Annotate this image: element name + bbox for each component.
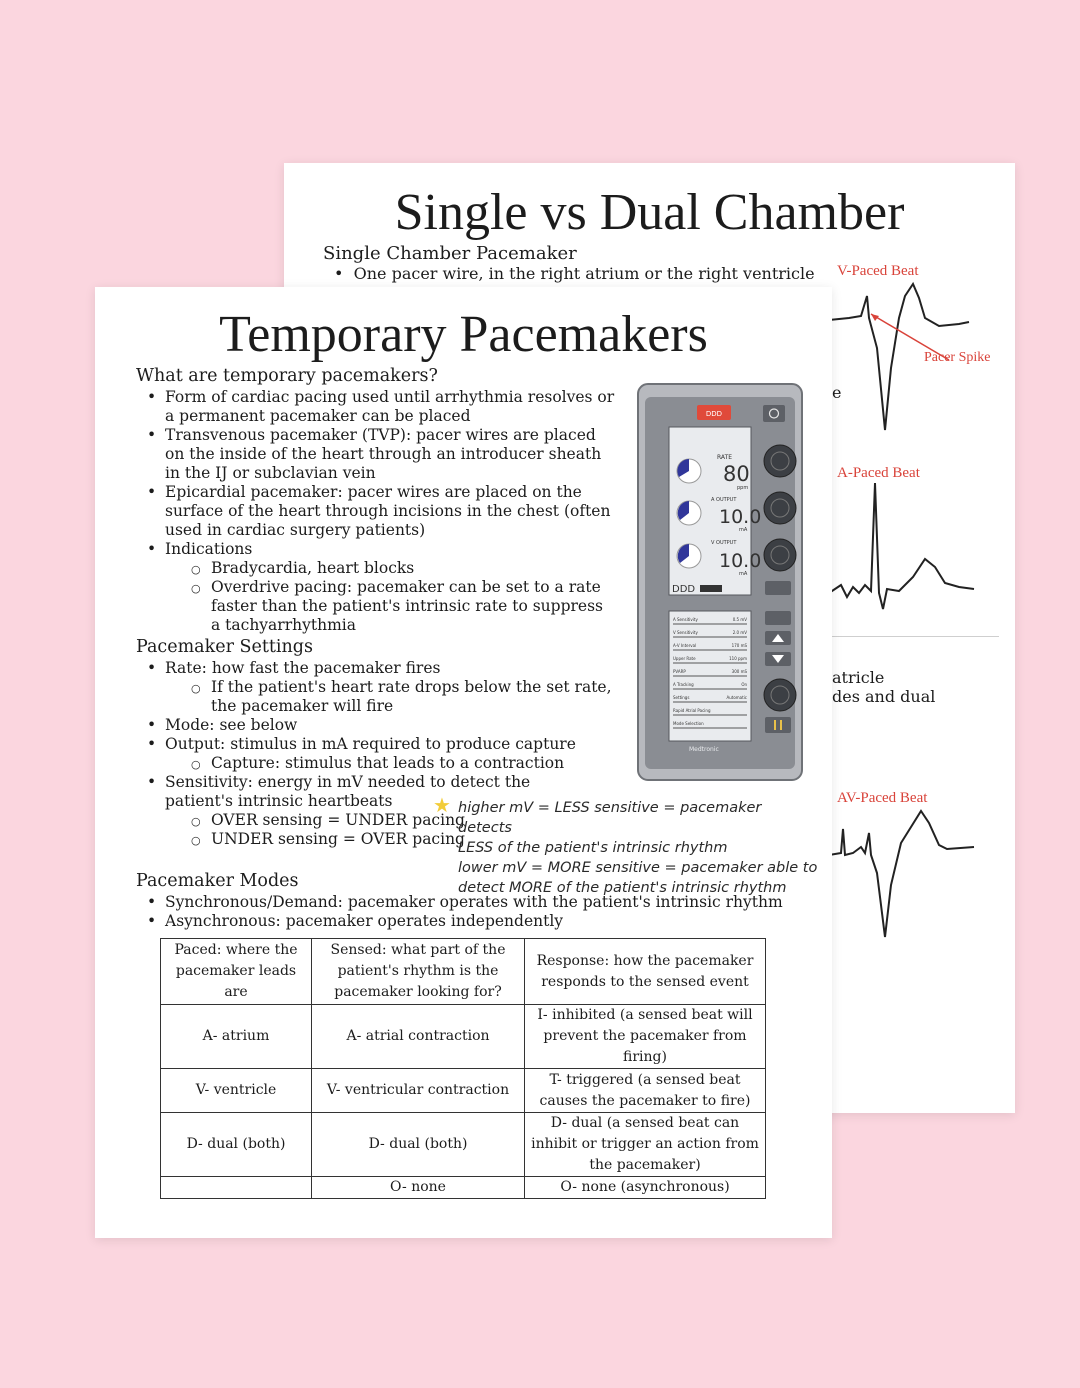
back-fragment-atricle: atricle: [832, 668, 885, 687]
pause-button: [765, 717, 791, 733]
back-divider: [829, 636, 999, 637]
note-line: higher mV = LESS sensitive = pacemaker detects: [458, 800, 762, 836]
a-paced-ecg-strip: [829, 481, 1009, 661]
front-title: Temporary Pacemakers: [219, 306, 708, 363]
rate-knob: [764, 445, 796, 477]
alert-text: DDD: [705, 410, 723, 418]
table-row: [161, 1069, 766, 1113]
menu-row-value: 0.5 mV: [732, 617, 747, 622]
back-fragment-e: e: [832, 383, 842, 402]
what-bullet-list: [147, 388, 617, 635]
list-item: • Transvenous pacemaker (TVP): pacer wires are placed on the inside of the heart through an introducer sheath in the IJ or subclavian vein: [147, 426, 617, 483]
menu-row-label: PVARP: [673, 669, 686, 674]
rate-unit: ppm: [737, 485, 749, 491]
v-output-knob: [764, 539, 796, 571]
enter-button: [765, 611, 791, 625]
back-fragment-des: des and dual: [832, 687, 936, 706]
list-item: [147, 735, 617, 773]
table-cell: [161, 1177, 312, 1199]
table-cell: O- none (asynchronous): [525, 1177, 766, 1199]
list-item: [147, 540, 617, 635]
ecg-label-av: AV-Paced Beat: [837, 790, 928, 806]
front-sheet: [95, 287, 832, 1238]
menu-row-label: Upper Rate: [673, 656, 696, 661]
sensitivity-note: [458, 798, 818, 898]
table-cell: A- atrium: [161, 1005, 312, 1069]
a-output-label: A OUTPUT: [711, 497, 737, 503]
list-item: ○ If the patient's heart rate drops below the set rate, the pacemaker will fire: [165, 678, 617, 716]
list-item: • Mode: see below: [147, 716, 617, 735]
note-line: detect MORE of the patient's intrinsic rhythm: [458, 880, 787, 896]
table-cell: T- triggered (a sensed beat causes the pacemaker to fire): [525, 1069, 766, 1113]
list-item: • Form of cardiac pacing used until arrhythmia resolves or a permanent pacemaker can be placed: [147, 388, 617, 426]
menu-row-value: 2.0 mV: [732, 630, 747, 635]
sensitivity-text: Sensitivity: energy in mV needed to detect the patient's intrinsic heartbeats: [165, 773, 531, 810]
indications-label: Indications: [165, 540, 253, 558]
a-output-knob: [764, 492, 796, 524]
ecg-label-a: A-Paced Beat: [837, 465, 920, 481]
menu-row-label: A-V Interval: [673, 643, 697, 648]
table-cell: O- none: [312, 1177, 525, 1199]
table-header-cell: Sensed: what part of the patient's rhythm is the pacemaker looking for?: [312, 939, 525, 1005]
list-item: ○ UNDER sensing = OVER pacing: [165, 830, 565, 849]
rate-text: Rate: how fast the pacemaker fires: [165, 659, 441, 677]
menu-row-label: A Sensitivity: [673, 617, 698, 622]
rate-value: 80: [723, 462, 750, 486]
ecg-label-v: V-Paced Beat: [837, 263, 919, 279]
section-heading-modes: Pacemaker Modes: [136, 871, 299, 891]
a-output-unit: mA: [739, 527, 748, 533]
menu-row-label: Settings: [673, 695, 690, 700]
list-item: • Synchronous/Demand: pacemaker operates with the patient's intrinsic rhythm: [147, 893, 787, 912]
menu-knob: [764, 679, 796, 711]
note-line: lower mV = MORE sensitive = pacemaker able to: [458, 860, 818, 876]
table-row: [161, 1005, 766, 1069]
table-cell: D- dual (both): [161, 1113, 312, 1177]
menu-row-value: 110 ppm: [729, 656, 747, 661]
output-text: Output: stimulus in mA required to produce capture: [165, 735, 576, 753]
v-output-label: V OUTPUT: [711, 540, 737, 546]
menu-row-label: Mode Selection: [673, 721, 704, 726]
table-row: [161, 1113, 766, 1177]
menu-row-value: On: [741, 682, 747, 687]
menu-row-label: A Tracking: [673, 682, 694, 687]
table-cell: D- dual (both): [312, 1113, 525, 1177]
v-output-unit: mA: [739, 571, 748, 577]
table-cell: A- atrial contraction: [312, 1005, 525, 1069]
menu-row-value: Automatic: [726, 695, 747, 700]
table-row: [161, 1177, 766, 1199]
pacemaker-device-illustration: [637, 383, 803, 781]
modes-bullet-list: [147, 893, 787, 931]
table-header-cell: Paced: where the pacemaker leads are: [161, 939, 312, 1005]
back-bullet-text: One pacer wire, in the right atrium or the right ventricle: [353, 264, 815, 283]
note-line: LESS of the patient's intrinsic rhythm: [458, 840, 728, 856]
back-title: Single vs Dual Chamber: [394, 184, 905, 241]
list-item: [147, 659, 617, 716]
a-output-value: 10.0: [719, 506, 762, 528]
rate-label: RATE: [717, 454, 733, 461]
pacemaker-modes-table: [160, 938, 766, 1199]
table-cell: I- inhibited (a sensed beat will prevent the pacemaker from firing): [525, 1005, 766, 1069]
list-item: ○ Overdrive pacing: pacemaker can be set to a rate faster than the patient's intrinsic rate to suppress a tachyarrhythmia: [165, 578, 617, 635]
table-header-cell: Response: how the pacemaker responds to the sensed event: [525, 939, 766, 1005]
menu-row-label: V Sensitivity: [673, 630, 698, 635]
v-paced-ecg-strip: [829, 278, 1009, 458]
table-header-row: [161, 939, 766, 1005]
list-item: ○ Bradycardia, heart blocks: [165, 559, 617, 578]
v-output-value: 10.0: [719, 550, 762, 572]
back-bullet: • One pacer wire, in the right atrium or the right ventricle: [334, 264, 815, 283]
back-subtitle: Single Chamber Pacemaker: [323, 243, 577, 264]
table-cell: D- dual (a sensed beat can inhibit or trigger an action from the pacemaker): [525, 1113, 766, 1177]
list-item: ○ Capture: stimulus that leads to a contraction: [165, 754, 617, 773]
section-heading-what: What are temporary pacemakers?: [136, 366, 438, 386]
list-item: ○ OVER sensing = UNDER pacing: [165, 811, 565, 830]
section-heading-settings: Pacemaker Settings: [136, 637, 313, 657]
star-icon: ★: [433, 793, 451, 817]
menu-row-value: 170 mS: [731, 643, 747, 648]
list-item: • Asynchronous: pacemaker operates independently: [147, 912, 787, 931]
av-paced-ecg-strip: [829, 803, 1009, 983]
mode-display: DDD: [672, 584, 696, 595]
table-cell: V- ventricular contraction: [312, 1069, 525, 1113]
list-item: • Epicardial pacemaker: pacer wires are placed on the surface of the heart through incisions in the chest (often used in cardiac surgery patients): [147, 483, 617, 540]
key-button: [765, 581, 791, 595]
device-brand: Medtronic: [689, 746, 719, 753]
menu-row-label: Rapid Atrial Pacing: [673, 708, 711, 713]
pacer-spike-label: Pacer Spike: [924, 350, 991, 365]
menu-row-value: 300 mS: [731, 669, 747, 674]
table-cell: V- ventricle: [161, 1069, 312, 1113]
